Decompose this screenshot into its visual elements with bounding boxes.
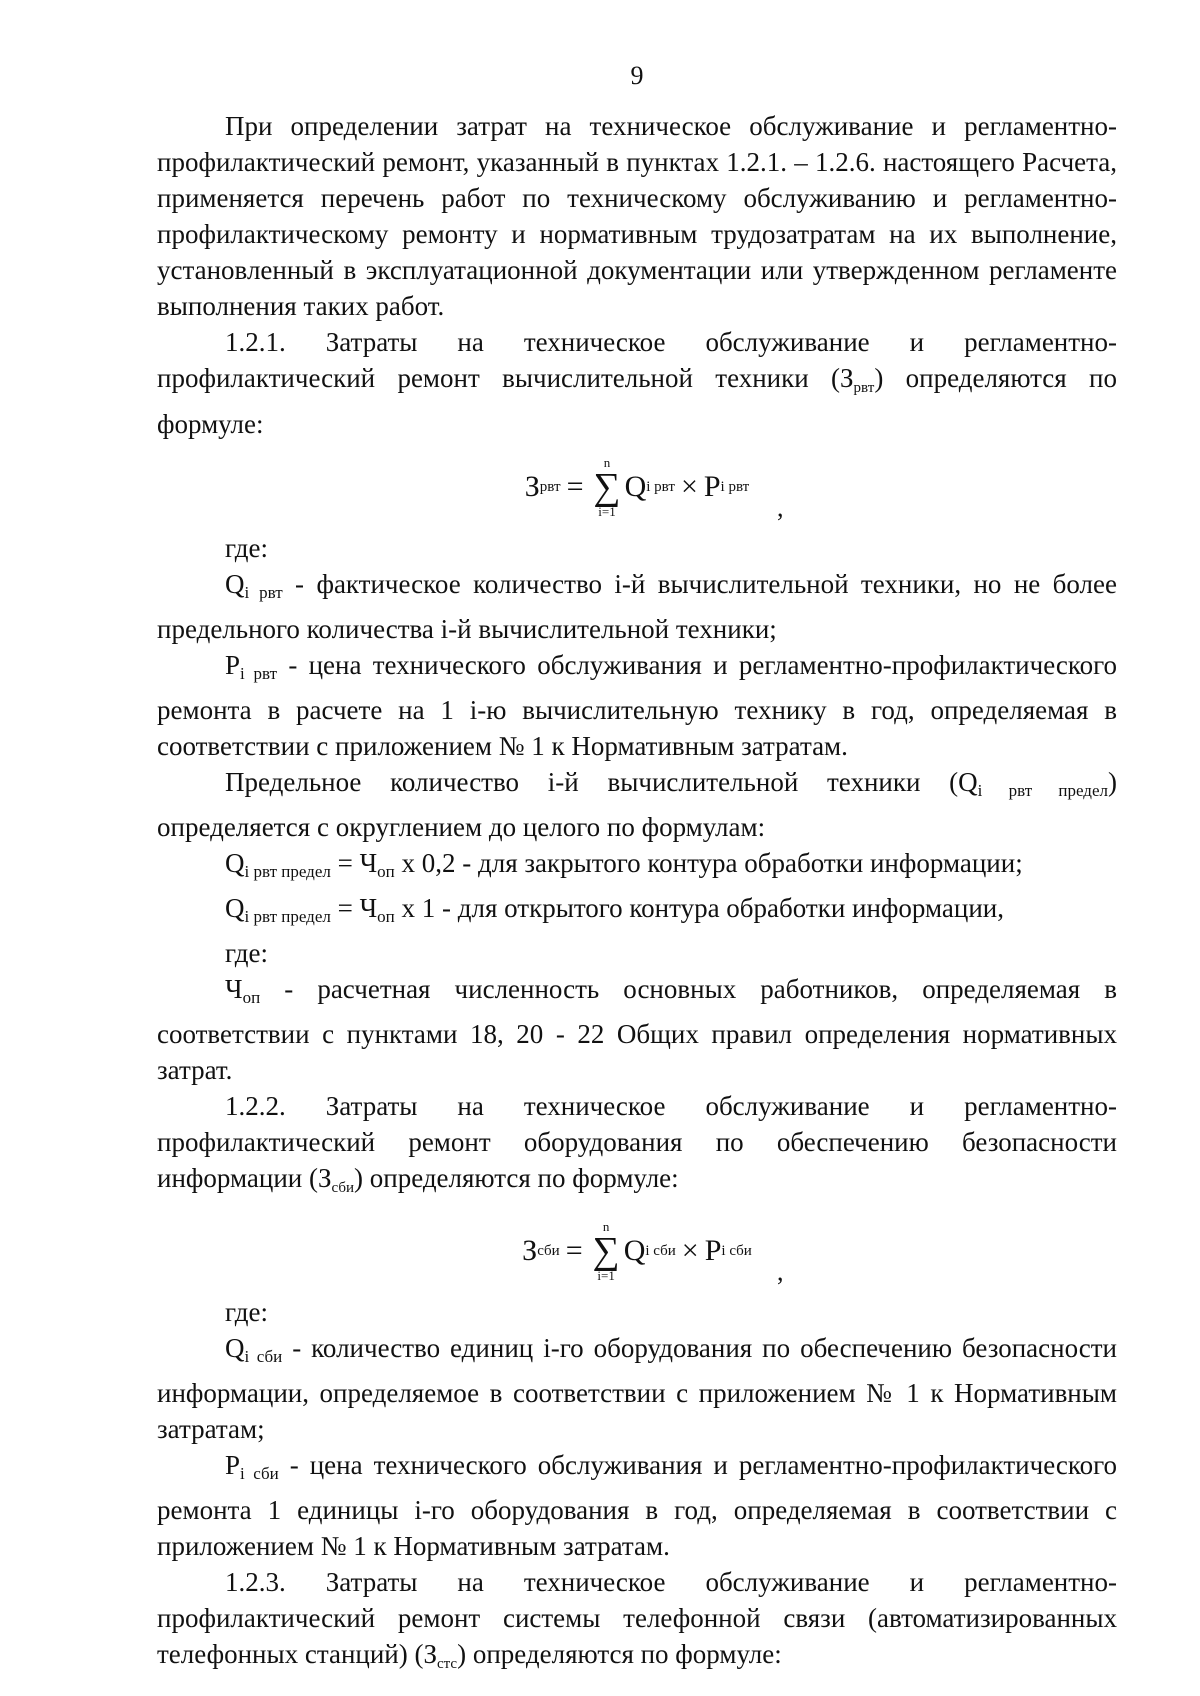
- definition-ch-op: Чоп - расчетная численность основных работников, определяемая в соответствии с пунктами 18, 20 - 22 Общих правил определения нормативных затрат.: [157, 974, 1117, 1085]
- formula-z-sbi: З сби = n ∑ i=1 Q i сби × P i сби ,: [522, 1219, 784, 1286]
- sum-operator: n ∑ i=1: [593, 455, 621, 519]
- where-label: где:: [225, 938, 268, 968]
- limit-quantity-paragraph: Предельное количество i-й вычислительной техники (Qi рвт предел) определяется с округлением до целого по формулам:: [157, 767, 1117, 842]
- definition-q-rvt: Qi рвт - фактическое количество i-й вычислительной техники, но не более предельного количества i-й вычислительной техники;: [157, 569, 1117, 644]
- where-label: где:: [225, 1297, 268, 1327]
- definition-p-sbi: Pi сби - цена технического обслуживания и регламентно-профилактического ремонта 1 единицы i-го оборудования в год, определяемая в соответствии с приложением № 1 к Нормативным затратам.: [157, 1450, 1117, 1561]
- formula-limit-closed: Qi рвт предел = Чоп х 0,2 - для закрытого контура обработки информации;: [225, 848, 1023, 881]
- definition-q-sbi: Qi сби - количество единиц i-го оборудования по обеспечению безопасности информации, определяемое в соответствии с приложением № 1 к Нормативным затратам;: [157, 1333, 1117, 1444]
- definition-p-rvt: Pi рвт - цена технического обслуживания и регламентно-профилактического ремонта в расчете на 1 i-ю вычислительную технику в год, определяемая в соответствии с приложением № 1 к Нормативным затратам.: [157, 650, 1117, 761]
- sum-operator: n ∑ i=1: [592, 1219, 620, 1283]
- page-number: 9: [630, 61, 644, 90]
- formula-z-rvt: З рвт = n ∑ i=1 Q i рвт × P i рвт ,: [524, 455, 784, 522]
- document-page: [157, 58, 1117, 1682]
- formula-limit-open: Qi рвт предел = Чоп х 1 - для открытого контура обработки информации,: [225, 893, 1004, 926]
- section-1-2-3-heading: 1.2.3. Затраты на техническое обслуживание и регламентно-профилактический ремонт системы телефонной связи (автоматизированных телефонных станций) $(З_{стс})$ определяются по формуле:: [157, 1567, 1117, 1672]
- section-1-2-2-heading: 1.2.2. Затраты на техническое обслуживание и регламентно-профилактический ремонт оборудования по обеспечению безопасности информации $(З_{сби})$ определяются по формуле:: [157, 1091, 1117, 1196]
- intro-paragraph: При определении затрат на техническое обслуживание и регламентно-профилактический ремонт, указанный в пунктах 1.2.1. – 1.2.6. настоящего Расчета, применяется перечень работ по техническому обслуживанию и регламентно-профилактическому ремонту и нормативным трудозатратам на их выполнение, установленный в эксплуатационной документации или утвержденном регламенте выполнения таких работ.: [157, 111, 1117, 321]
- where-label: где:: [225, 533, 268, 563]
- section-1-2-1-heading: 1.2.1. Затраты на техническое обслуживание и регламентно-профилактический ремонт вычислительной техники $(З_{рвт})$ определяются по формуле:: [157, 327, 1117, 439]
